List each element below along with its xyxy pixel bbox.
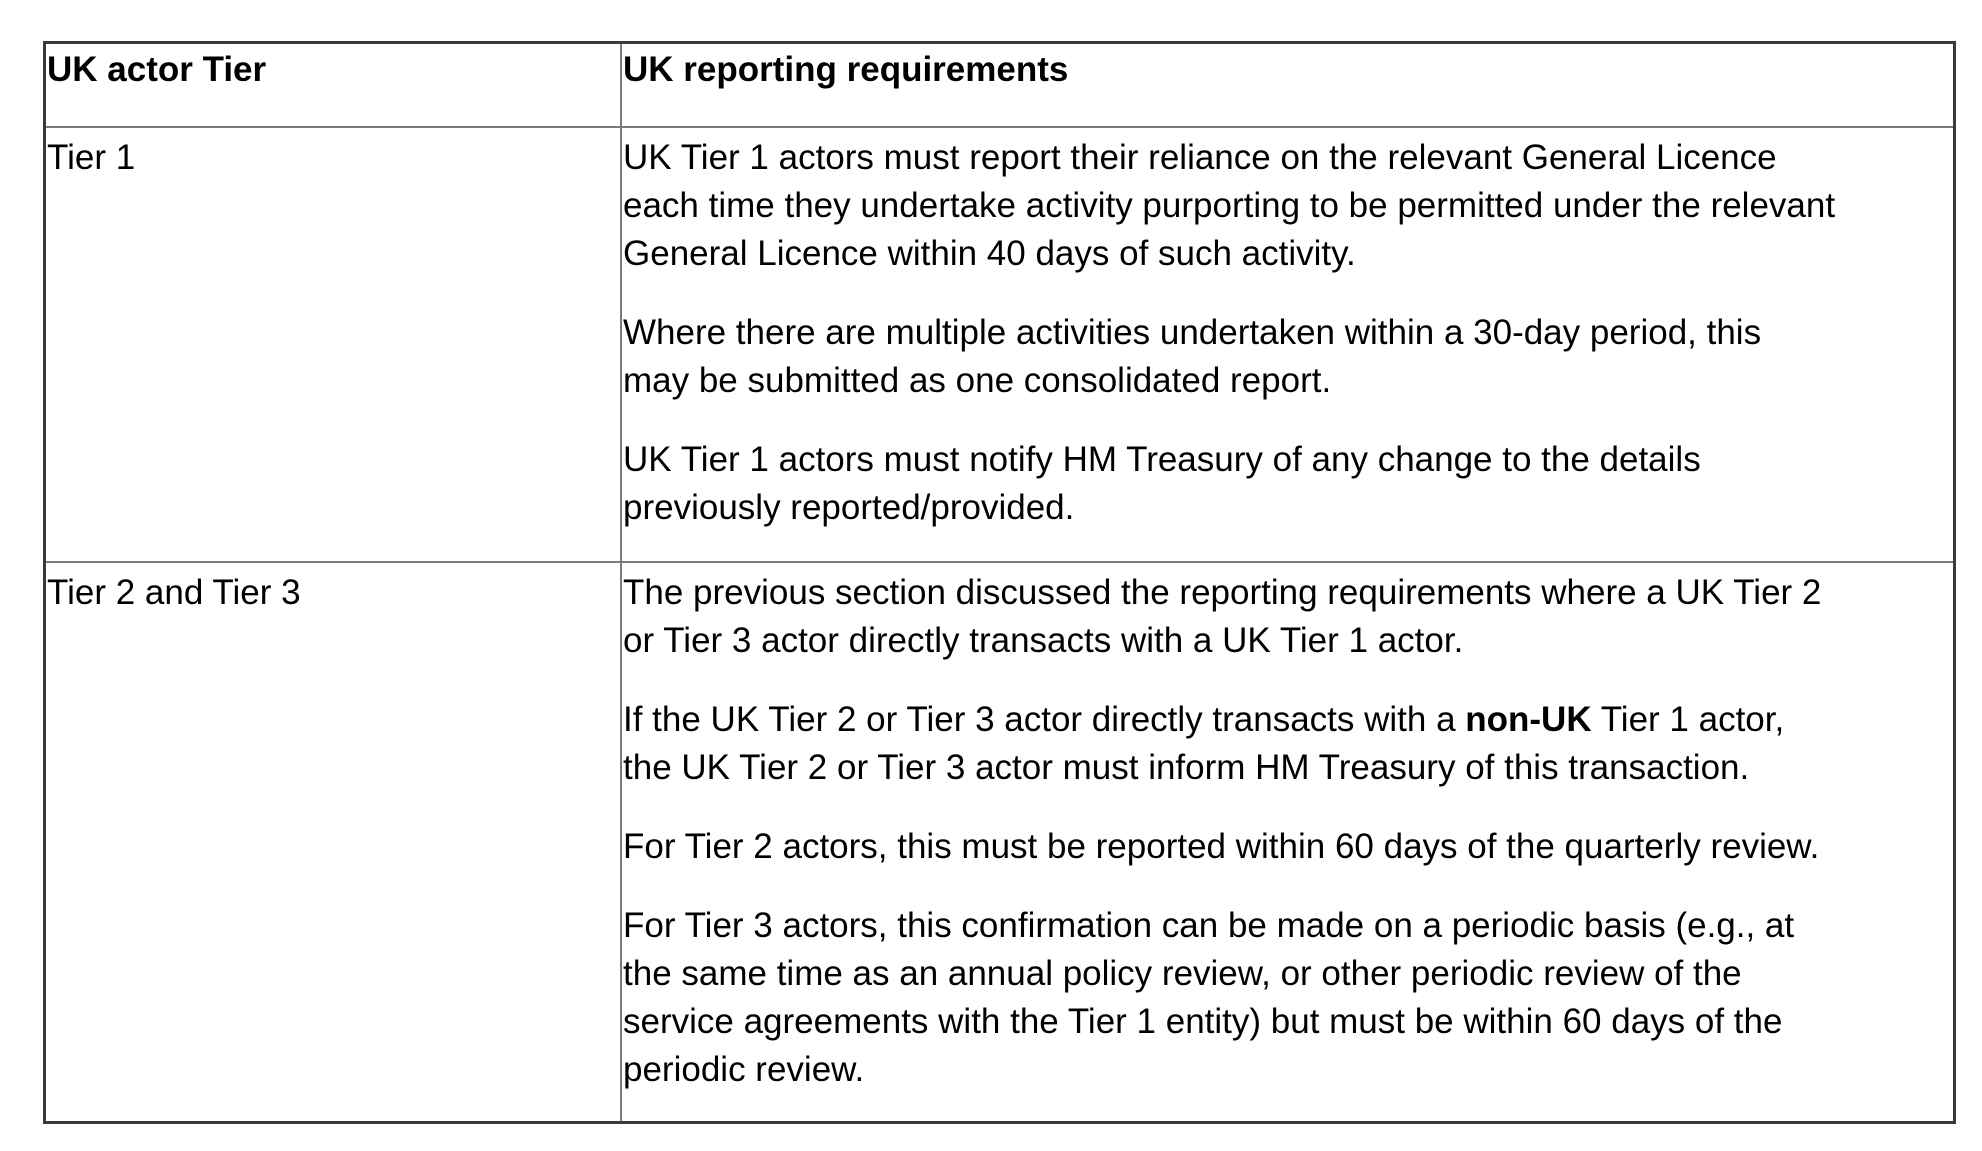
tier-label: Tier 2 and Tier 3 [47,573,301,612]
requirement-paragraph [623,696,1953,792]
text-line: For Tier 2 actors, this must be reported within 60 days of the quarterly review. [623,827,1820,866]
requirements-text [623,134,1953,532]
tier-cell [46,563,622,1121]
requirement-paragraph [623,134,1953,278]
requirement-paragraph [623,436,1953,532]
requirements-table [43,41,1956,1124]
table-row-tier-2-3 [46,563,1953,1121]
text-line: UK Tier 1 actors must notify HM Treasury of any change to the details [623,440,1701,479]
tier-cell [46,128,622,561]
emphasis-non-uk: non-UK [1465,700,1592,739]
requirements-text [623,569,1953,1094]
text-run: Tier 1 actor, [1591,700,1785,739]
header-cell-tier [46,44,622,126]
text-line: The previous section discussed the reporting requirements where a UK Tier 2 [623,573,1822,612]
text-line [623,696,1953,744]
table-header-row [46,44,1953,128]
text-run: If the UK Tier 2 or Tier 3 actor directly transacts with a [623,700,1466,739]
text-line: may be submitted as one consolidated report. [623,361,1332,400]
requirement-paragraph [623,823,1953,871]
text-line: the UK Tier 2 or Tier 3 actor must inform HM Treasury of this transaction. [623,748,1750,787]
requirement-paragraph [623,902,1953,1094]
text-line: previously reported/provided. [623,488,1075,527]
text-line: or Tier 3 actor directly transacts with a UK Tier 1 actor. [623,621,1464,660]
text-line: UK Tier 1 actors must report their reliance on the relevant General Licence [623,138,1777,177]
text-line: the same time as an annual policy review, or other periodic review of the [623,954,1742,993]
requirements-cell [622,128,1953,561]
text-line: periodic review. [623,1050,865,1089]
text-line: Where there are multiple activities undertaken within a 30-day period, this [623,313,1762,352]
requirements-cell [622,563,1953,1121]
text-line: each time they undertake activity purporting to be permitted under the relevant [623,186,1836,225]
requirement-paragraph [623,309,1953,405]
text-line: For Tier 3 actors, this confirmation can be made on a periodic basis (e.g., at [623,906,1795,945]
header-requirements-label: UK reporting requirements [623,50,1069,89]
header-tier-label: UK actor Tier [47,50,267,89]
header-cell-requirements [622,44,1953,126]
tier-label: Tier 1 [47,138,136,177]
table-row-tier-1 [46,128,1953,563]
text-line: General Licence within 40 days of such activity. [623,234,1356,273]
requirement-paragraph [623,569,1953,665]
text-line: service agreements with the Tier 1 entity) but must be within 60 days of the [623,1002,1783,1041]
